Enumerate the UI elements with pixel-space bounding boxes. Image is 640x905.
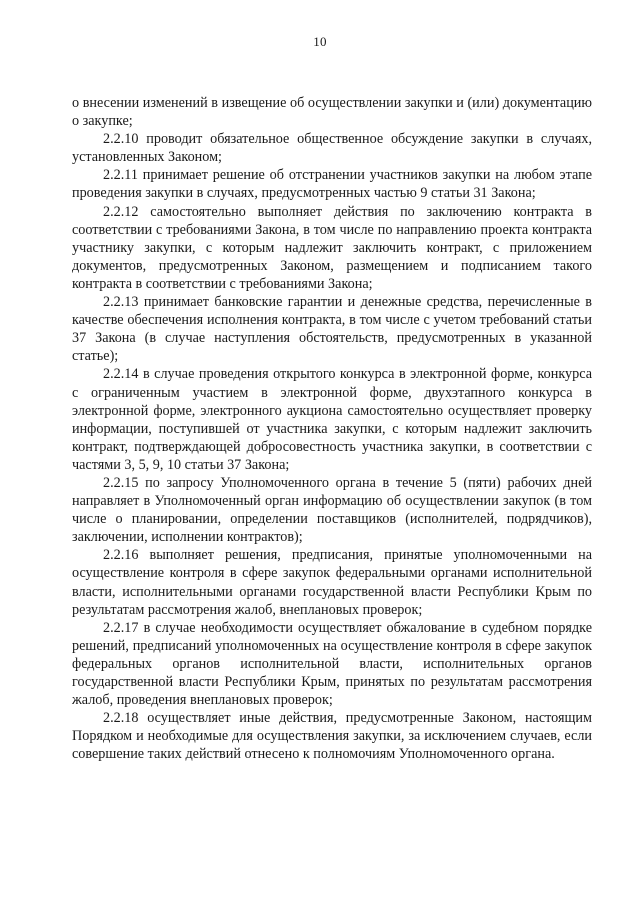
paragraph-continuation: о внесении изменений в извещение об осуществлении закупки и (или) документацию о закупке;: [72, 95, 592, 130]
paragraph-2-2-12: 2.2.12 самостоятельно выполняет действия по заключению контракта в соответствии с требованиями Закона, в том числе по направлению проекта контракта участнику закупки, с которым надлежит заключить контракт, с приложением документов, предусмотренных Законом, размещением и подписанием такого контракта в соответствии с требованиями Закона;: [72, 203, 592, 292]
paragraph-2-2-13: 2.2.13 принимает банковские гарантии и денежные средства, перечисленные в качестве обеспечения исполнения контракта, в том числе с учетом требований статьи 37 Закона (в случае наступления обстоятельств, предусмотренных в указанной статье);: [72, 294, 592, 365]
paragraph-2-2-11: 2.2.11 принимает решение об отстранении участников закупки на любом этапе проведения закупки в случаях, предусмотренных частью 9 статьи 31 Закона;: [72, 167, 592, 202]
paragraph-2-2-10: 2.2.10 проводит обязательное общественное обсуждение закупки в случаях, установленных Законом;: [72, 131, 592, 166]
document-body: [72, 94, 592, 763]
paragraph-2-2-18: 2.2.18 осуществляет иные действия, предусмотренные Законом, настоящим Порядком и необходимые для осуществления закупки, за исключением случаев, если совершение таких действий отнесено к полномочиям Уполномоченного органа.: [72, 710, 592, 763]
paragraph-2-2-17: 2.2.17 в случае необходимости осуществляет обжалование в судебном порядке решений, предписаний уполномоченных на осуществление контроля в сфере закупок федеральных органов исполнительной власти, исполнительных органов государственной власти Республики Крым, принятых по результатам рассмотрения жалоб, проведения внеплановых проверок;: [72, 619, 592, 709]
paragraph-2-2-15: 2.2.15 по запросу Уполномоченного органа в течение 5 (пяти) рабочих дней направляет в Уполномоченный орган информацию об осуществлении закупок (в том числе о планировании, определении поставщиков (исполнителей, подрядчиков), заключении, исполнении контрактов);: [72, 474, 592, 546]
paragraph-2-2-16: 2.2.16 выполняет решения, предписания, принятые уполномоченными на осуществление контроля в сфере закупок федеральными органами исполнительной власти, исполнительными органами государственной власти Республики Крым по результатам рассмотрения жалоб, внеплановых проверок;: [72, 547, 592, 618]
page-number: 10: [313, 34, 327, 49]
paragraph-2-2-14: 2.2.14 в случае проведения открытого конкурса в электронной форме, конкурса с ограниченным участием в электронной форме, двухэтапного конкурса в электронной форме, электронного аукциона самостоятельно осуществляет проверку информации, поступившей от участника закупки, с которым надлежит заключить контракт, подтверждающей добросовестность участника закупки, в соответствии с частями 3, 5, 9, 10 статьи 37 Закона;: [72, 366, 592, 473]
